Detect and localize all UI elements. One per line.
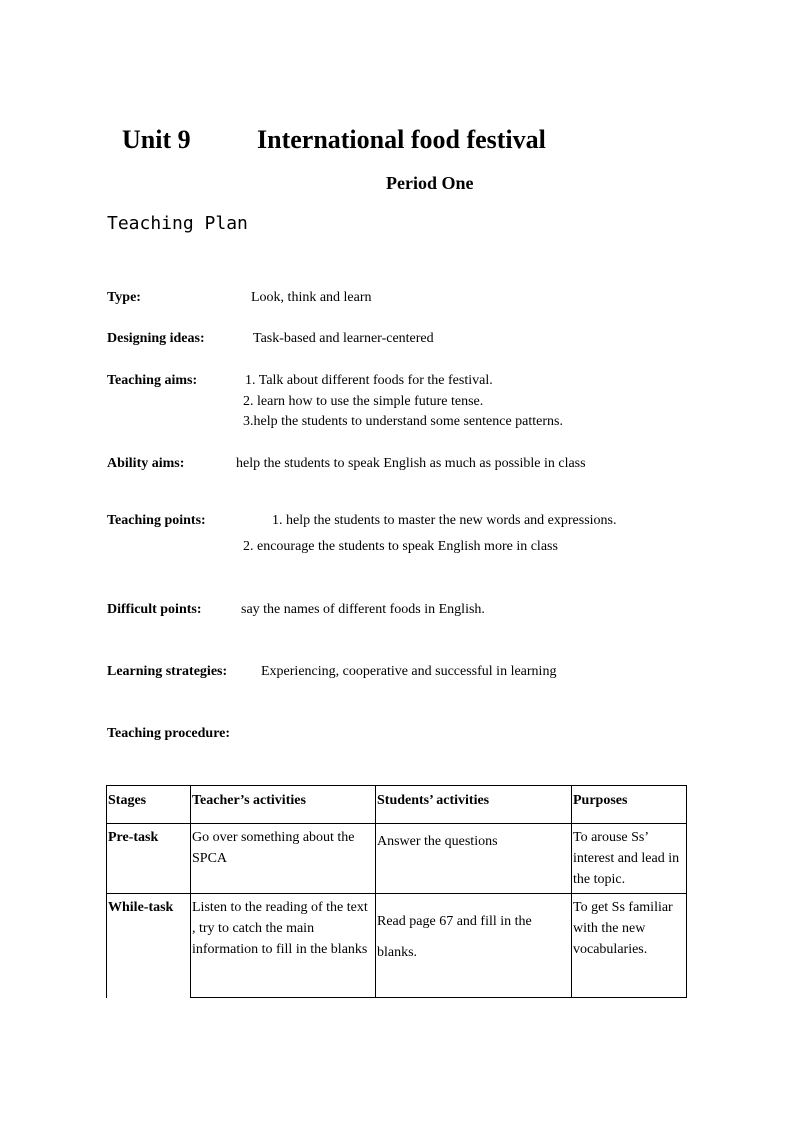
stage-cell: Pre-task bbox=[107, 824, 191, 894]
type-value: Look, think and learn bbox=[251, 290, 372, 305]
column-header: Purposes bbox=[572, 786, 687, 824]
unit-number: Unit 9 bbox=[122, 125, 191, 154]
period-heading: Period One bbox=[386, 173, 474, 193]
teacher-activity-cell: Listen to the reading of the text , try to catch the main information to fill in the blanks bbox=[191, 894, 376, 998]
column-header: Stages bbox=[107, 786, 191, 824]
teaching-aim-item: 1. Talk about different foods for the festival. bbox=[245, 373, 493, 388]
difficult-points-label: Difficult points: bbox=[107, 602, 202, 617]
ability-aims-label: Ability aims: bbox=[107, 456, 185, 471]
plan-heading: Teaching Plan bbox=[107, 213, 248, 234]
purpose-cell: To arouse Ss’ interest and lead in the topic. bbox=[572, 824, 687, 894]
teaching-point-item: 1. help the students to master the new words and expressions. bbox=[272, 513, 617, 528]
table-row bbox=[107, 894, 687, 998]
procedure-table bbox=[106, 785, 687, 998]
designing-ideas-label: Designing ideas: bbox=[107, 331, 205, 346]
teaching-point-item: 2. encourage the students to speak English more in class bbox=[243, 539, 558, 554]
student-activity-cell: Answer the questions bbox=[376, 824, 572, 894]
page-title: International food festival bbox=[257, 125, 546, 154]
teacher-activity-cell: Go over something about the SPCA bbox=[191, 824, 376, 894]
column-header: Students’ activities bbox=[376, 786, 572, 824]
purpose-cell: To get Ss familiar with the new vocabularies. bbox=[572, 894, 687, 998]
difficult-points-value: say the names of different foods in English. bbox=[241, 602, 485, 617]
teaching-points-label: Teaching points: bbox=[107, 513, 206, 528]
stage-cell: While-task bbox=[107, 894, 191, 998]
learning-strategies-value: Experiencing, cooperative and successful in learning bbox=[261, 664, 557, 679]
student-activity-cell: Read page 67 and fill in the blanks. bbox=[376, 894, 572, 998]
table-row bbox=[107, 824, 687, 894]
teaching-procedure-label: Teaching procedure: bbox=[107, 726, 231, 741]
ability-aims-value: help the students to speak English as much as possible in class bbox=[236, 456, 586, 471]
teaching-aims-label: Teaching aims: bbox=[107, 373, 198, 388]
teaching-aim-item: 2. learn how to use the simple future tense. bbox=[243, 394, 484, 409]
teaching-aim-item: 3.help the students to understand some sentence patterns. bbox=[243, 414, 563, 429]
type-label: Type: bbox=[107, 290, 141, 305]
column-header: Teacher’s activities bbox=[191, 786, 376, 824]
learning-strategies-label: Learning strategies: bbox=[107, 664, 228, 679]
table-header-row bbox=[107, 786, 687, 824]
designing-ideas-value: Task-based and learner-centered bbox=[253, 331, 434, 346]
